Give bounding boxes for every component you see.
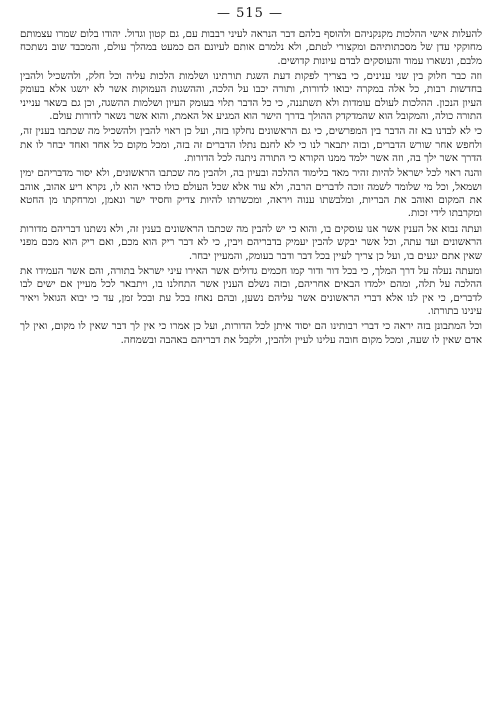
paragraph-5: ועתה נבוא אל הענין אשר אנו עוסקים בו, והוא כי יש להבין מה שכתבו הראשונים בענין זה, ולא נשתנו דבריהם מדורות הראשונים ועד עתה, וכל אשר יבקש להבין יעמיק בדבריהם ויבין, כי לא דבר ריק הוא מכם, ואם ריק הוא מכם מפני שאין אתם יגעים בו, ועל כן צריך לעיין בכל דבר ודבר בעומק, והמעיין יבחר.: [20, 223, 482, 262]
paragraph-6: ומעתה נעלה על דרך המלך, כי בכל דור ודור קמו חכמים גדולים אשר האירו עיני ישראל בתורה, והם אשר העמידו את ההלכה על תלה, ומהם ילמדו הבאים אחריהם, ובזה נשלם הענין אשר התחלנו בו, ויתבאר לכל מעיין אם ישים לבו לדברים, כי אין לנו אלא דברי הראשונים אשר עליהם נשען, ובהם נאחז בכל עת ובכל זמן, עד כי יבוא הגואל ויאיר עינינו בתורתו.: [20, 265, 482, 317]
paragraph-1: להעלות אישי ההלכות מקנקניהם ולהוסף בלהם דבר הנראה לעיני רבבות עם, גם קטון וגדול. יהודו בלום שמרו עצמותם מחוקקי עדן של מסכתותיהם ומקצורי לטתם, ולא נלמרם אותם לעיונם הם כמעט במהלך עולם, והמכבד שוב נשתכח מלבם, ונשארו עמוד והעוסקים לבדם עיונות קדושים.: [20, 29, 482, 67]
paragraph-3: כי לא לבדנו בא זה הדבר בין המפרשים, כי גם הראשונים נחלקו בזה, ועל כן ראוי להבין ולהשכיל מה שכתבו בענין זה, ולחפש אחר שורש הדברים, ובזה יתבאר לנו כי לא לחנם נתלו הדברים זה בזה, ומכל מקום כל אחד ואחד יבחר לו את הדרך אשר ילך בה, וזה אשר ילמד ממנו הקורא כי התורה ניתנה לכל הדורות.: [20, 126, 482, 165]
paragraph-7: וכל המתבונן בזה יראה כי דברי רבותינו הם יסוד איתן לכל הדורות, ועל כן אמרו כי אין לך דבר שאין לו מקום, ואין לך אדם שאין לו שעה, ומכל מקום חובה עלינו לעיין ולהבין, ולקבל את דבריהם באהבה ובשמחה.: [20, 321, 482, 346]
page-number: — 515 —: [216, 6, 284, 21]
body-text: [20, 28, 482, 698]
paragraph-4: והנה ראוי לכל ישראל להיות זהיר מאד בלימוד ההלכה ובעיון בה, ולהבין מה שכתבו הראשונים, ולא יסור מדבריהם ימין ושמאל, וכל מי שלומד לשמה זוכה לדברים הרבה, ולא עוד אלא שכל העולם כולו כדאי הוא לו, נקרא ריע אהוב, אוהב את המקום ואוהב את הבריות, ומלבשתו ענוה ויראה, ומכשרתו להיות צדיק וחסיד ישר ונאמן, ומרחקתו מן החטא ומקרבתו לידי זכות.: [20, 168, 482, 220]
paragraph-2: וזה כבר חלוק בין שני ענינים, כי בצריך לפקות דעת השגת תורתינו ושלמות הלכות עליה וכל חלק, ולהשכיל ולהבין בחדשות רבות, כל אלה במקרה יבואו לדורות, ותורה יכבו על הלכה, וההשגות העמוקות אשר לא יושגו אלא בעומק העיון הנכון. ההלכות לעולם עומדות ולא תשתננה, כי כל הדבר תלוי בעומק העיון ושלמות ההשגה, וכן גם בשאר ענייני התורה כולה, והמקובל הוא שהמדקדק ההולך בדרך הישר הוא המגיע אל האמת, והוא אשר נשאר לדורות עולם.: [20, 71, 482, 123]
